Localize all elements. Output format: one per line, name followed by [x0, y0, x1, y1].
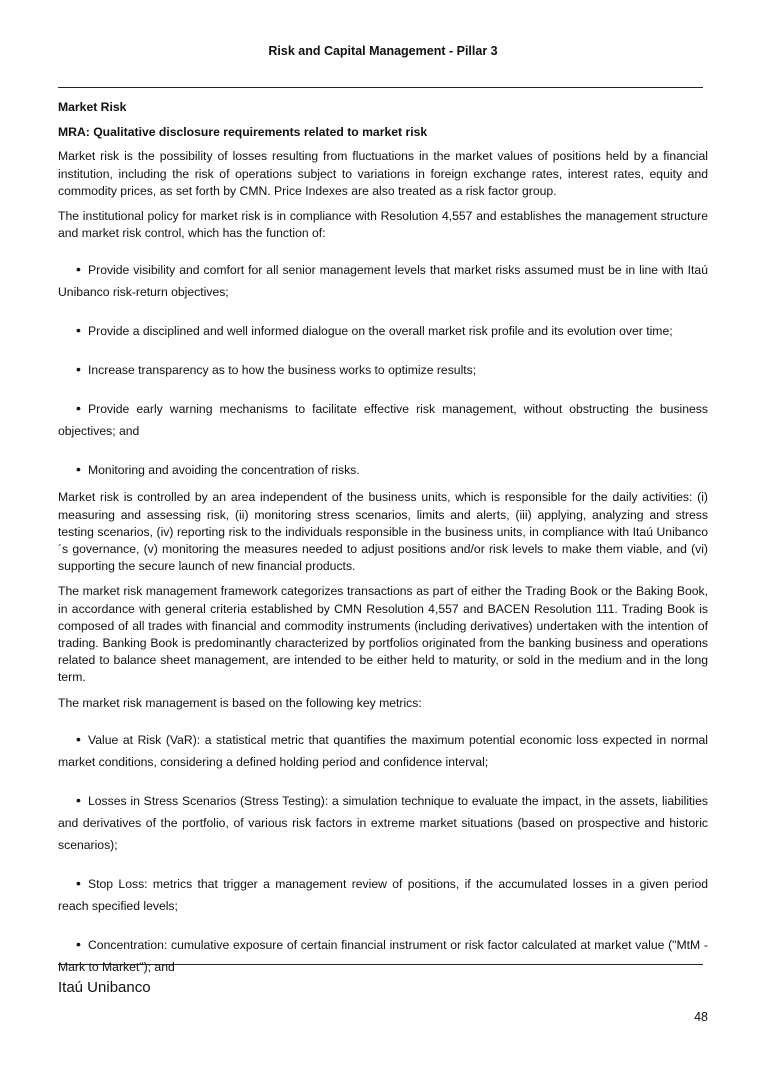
- list-item-text: Provide a disciplined and well informed dialogue on the overall market risk profile and its evolution over time;: [88, 324, 673, 339]
- list-item-text: Concentration: cumulative exposure of certain financial instrument or risk factor calculated at market value ("MtM - Mark to Market"); and: [58, 937, 708, 974]
- metrics-intro-paragraph: The market risk management is based on the following key metrics:: [58, 695, 422, 710]
- list-item-text: Provide visibility and comfort for all senior management levels that market risks assumed must be in line with Itaú Unibanco risk-return objectives;: [58, 263, 708, 300]
- header-divider: [58, 87, 703, 88]
- list-item: [58, 358, 708, 381]
- list-item: [58, 872, 708, 917]
- list-item: [58, 319, 708, 342]
- bullet-icon: •: [76, 874, 81, 891]
- list-item-text: Stop Loss: metrics that trigger a management review of positions, if the accumulated losses in a given period reach specified levels;: [58, 876, 708, 913]
- page-header-title: Risk and Capital Management - Pillar 3: [268, 44, 498, 58]
- intro-paragraph: Market risk is the possibility of losses resulting from fluctuations in the market values of positions held by a financial institution, including the risk of operations subject to variations in foreign exchange rates, interest rates, equity and commodity prices, as set forth by CMN. Price Indexes are also treated as a risk factor group.: [58, 149, 708, 198]
- list-item-text: Value at Risk (VaR): a statistical metric that quantifies the maximum potential economic loss expected in normal market conditions, considering a defined holding period and confidence interval;: [58, 732, 708, 769]
- list-item: [58, 933, 708, 978]
- section-title: Market Risk: [58, 100, 127, 114]
- bullet-icon: •: [76, 791, 81, 808]
- list-item: [58, 258, 708, 303]
- list-item: [58, 728, 708, 773]
- bullet-icon: •: [76, 261, 81, 278]
- bullet-icon: •: [76, 935, 81, 952]
- bullet-icon: •: [76, 322, 81, 339]
- functions-list: [58, 258, 708, 481]
- footer-divider: [58, 964, 703, 965]
- list-item-text: Provide early warning mechanisms to facilitate effective risk management, without obstructing the business objectives; and: [58, 402, 708, 439]
- list-item: [58, 397, 708, 442]
- list-item-text: Increase transparency as to how the business works to optimize results;: [88, 363, 477, 378]
- control-paragraph: Market risk is controlled by an area independent of the business units, which is responsible for the daily activities: (i) measuring and assessing risk, (ii) monitoring stress scenarios, limits and alerts, (iii) applying, analyzing and stress testing scenarios, (iv) reporting risk to the individuals responsible in the business units, in compliance with Itaú Unibanco´s governance, (v) monitoring the measures needed to adjust positions and/or risk levels to make them viable, and (vi) supporting the secure launch of new financial products.: [58, 490, 708, 574]
- section-subtitle: MRA: Qualitative disclosure requirements related to market risk: [58, 125, 428, 140]
- metrics-list: [58, 728, 708, 978]
- list-item: [58, 789, 708, 856]
- list-item-text: Losses in Stress Scenarios (Stress Testing): a simulation technique to evaluate the impact, in the assets, liabilities and derivatives of the portfolio, of various risk factors in extreme market situations (based on prospective and historic scenarios);: [58, 793, 708, 852]
- bullet-icon: •: [76, 361, 81, 378]
- bullet-icon: •: [76, 730, 81, 747]
- bullet-icon: •: [76, 400, 81, 417]
- footer-brand: Itaú Unibanco: [58, 979, 151, 996]
- bullet-icon: •: [76, 461, 81, 478]
- list-item: [58, 458, 708, 481]
- list-item-text: Monitoring and avoiding the concentration of risks.: [88, 463, 360, 478]
- main-content: [58, 99, 708, 988]
- framework-paragraph: The market risk management framework categorizes transactions as part of either the Trading Book or the Baking Book, in accordance with general criteria established by CMN Resolution 4,557 and BACEN Resolution 111. Trading Book is composed of all trades with financial and commodity instruments (including derivatives) undertaken with the intention of trading. Banking Book is predominantly characterized by portfolios originated from the banking business and operations related to balance sheet management, are intended to be either held to maturity, or sold in the medium and in the long term.: [58, 584, 708, 685]
- policy-paragraph: The institutional policy for market risk is in compliance with Resolution 4,557 and establishes the management structure and market risk control, which has the function of:: [58, 209, 708, 241]
- page-number: 48: [694, 1010, 708, 1024]
